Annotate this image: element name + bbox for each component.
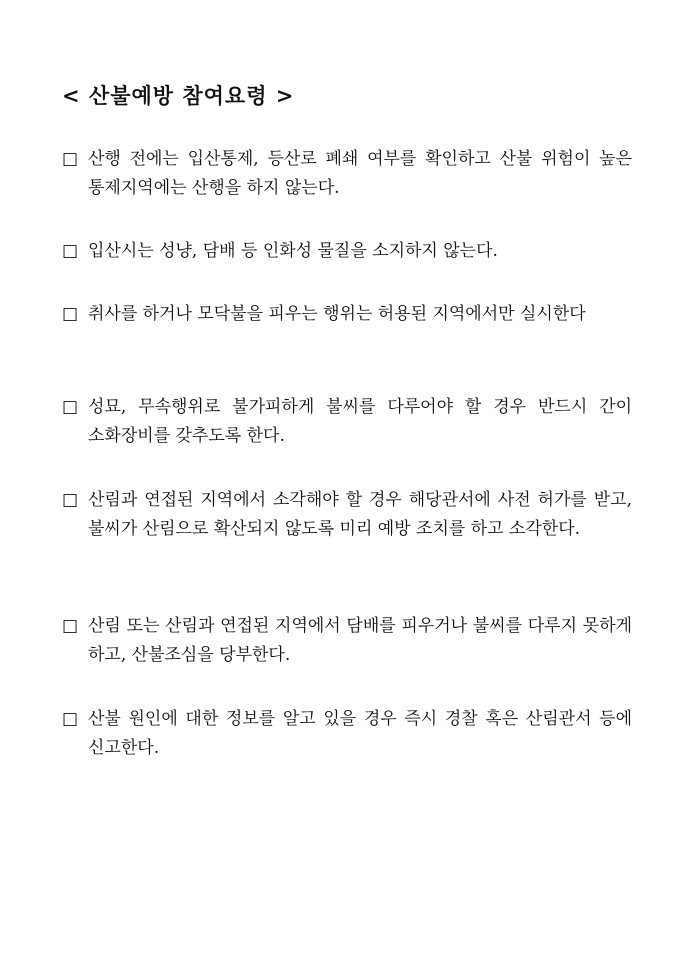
checkbox-bullet-icon: □ (62, 709, 79, 729)
page-title: < 산불예방 참여요령 > (62, 83, 295, 108)
list-item-text: 산림 또는 산림과 연접된 지역에서 담배를 피우거나 불씨를 다루지 못하게 하고, 산불조심을 당부한다. (88, 616, 632, 665)
list-item-text: 산행 전에는 입산통제, 등산로 폐쇄 여부를 확인하고 산불 위험이 높은 통제지역에는 산행을 하지 않는다. (88, 149, 632, 198)
list-item (62, 145, 632, 203)
checkbox-bullet-icon: □ (62, 397, 79, 417)
list-item (62, 486, 632, 544)
list-item (62, 300, 632, 329)
checkbox-bullet-icon: □ (62, 616, 79, 636)
list-item-text: 성묘, 무속행위로 불가피하게 불씨를 다루어야 할 경우 반드시 간이 소화장비를 갖추도록 한다. (88, 397, 632, 446)
list-item (62, 612, 632, 670)
list-item-text: 산림과 연접된 지역에서 소각해야 할 경우 해당관서에 사전 허가를 받고, 불씨가 산림으로 확산되지 않도록 미리 예방 조치를 하고 소각한다. (88, 490, 632, 539)
list-item-text: 취사를 하거나 모닥불을 피우는 행위는 허용된 지역에서만 실시한다 (88, 304, 586, 324)
checkbox-bullet-icon: □ (62, 149, 79, 169)
list-item-text: 산불 원인에 대한 정보를 알고 있을 경우 즉시 경찰 혹은 산림관서 등에 신고한다. (88, 709, 632, 758)
checkbox-bullet-icon: □ (62, 490, 79, 510)
list-item (62, 393, 632, 451)
checkbox-bullet-icon: □ (62, 304, 79, 324)
list-item (62, 705, 632, 763)
checkbox-bullet-icon: □ (62, 241, 79, 261)
list-item (62, 237, 632, 266)
list-item-text: 입산시는 성냥, 담배 등 인화성 물질을 소지하지 않는다. (88, 241, 498, 261)
